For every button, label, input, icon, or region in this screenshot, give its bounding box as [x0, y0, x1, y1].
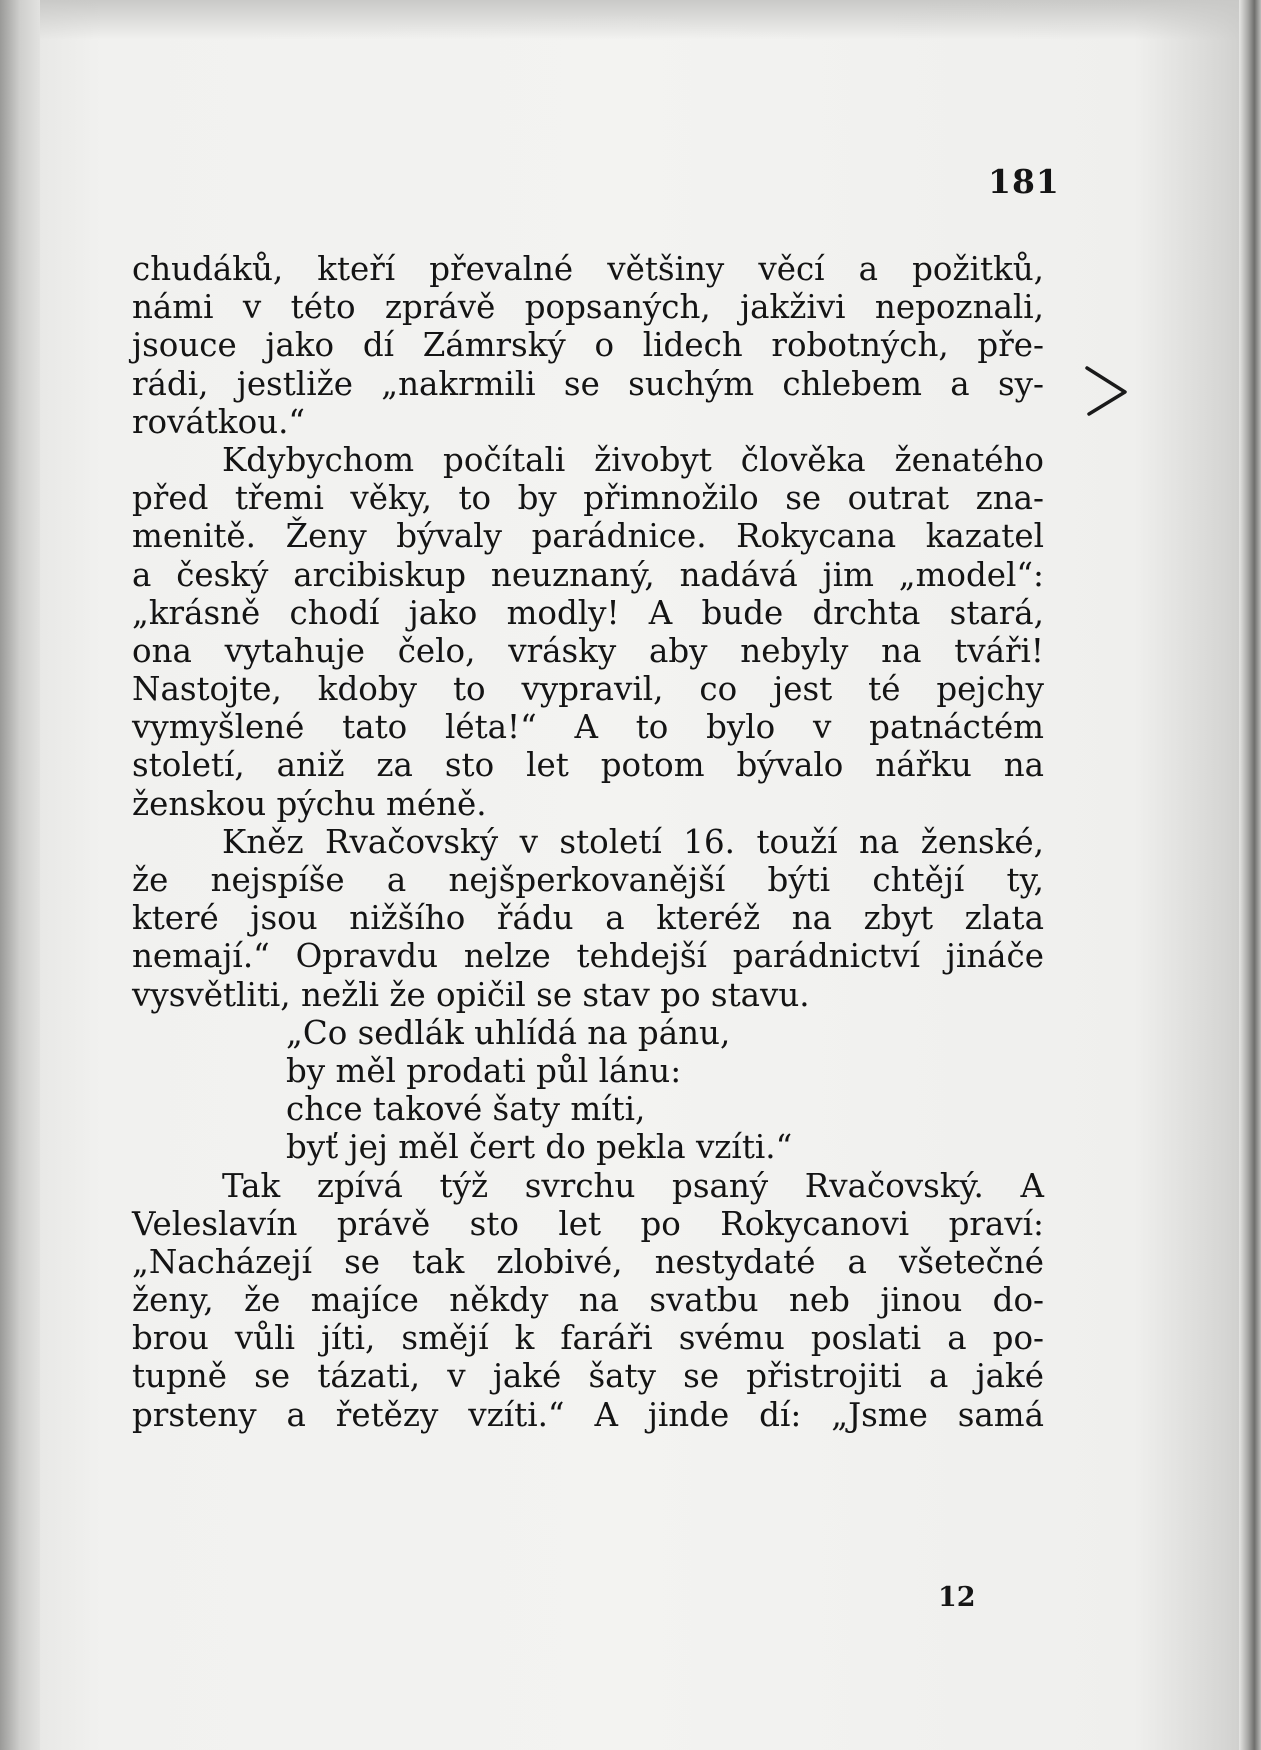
text-line: byť jej měl čert do pekla vzíti.“ — [286, 1128, 793, 1167]
text-line: rovátkou.“ — [132, 402, 306, 441]
text-line: před třemi věky, to by přimnožilo se outrat zna- — [132, 479, 1044, 518]
text-line: menitě. Ženy bývaly parádnice. Rokycana kazatel — [132, 517, 1044, 556]
text-line: jsouce jako dí Zámrský o lidech robotných, pře- — [132, 326, 1044, 365]
text-line: které jsou nižšího řádu a kteréž na zbyt zlata — [132, 899, 1044, 938]
text-line: chce takové šaty míti, — [286, 1090, 646, 1129]
text-line: Kněz Rvačovský v století 16. touží na ženské, — [222, 822, 1044, 861]
text-line: a český arcibiskup neuznaný, nadává jim „model“: — [132, 555, 1044, 594]
book-spine-shadow — [0, 0, 40, 1750]
text-line: ona vytahuje čelo, vrásky aby nebyly na tváři! — [132, 631, 1044, 670]
text-line: námi v této zprávě popsaných, jakživi nepoznali, — [132, 288, 1044, 327]
text-line: vymyšlené tato léta!“ A to bylo v patnáctém — [132, 708, 1044, 747]
text-line: Tak zpívá týž svrchu psaný Rvačovský. A — [222, 1166, 1044, 1205]
text-line: brou vůli jíti, smějí k faráři svému poslati a po- — [132, 1319, 1044, 1358]
body-text — [132, 250, 1044, 1434]
text-line: „Co sedlák uhlídá na pánu, — [286, 1013, 731, 1052]
text-line: rádi, jestliže „nakrmili se suchým chlebem a sy- — [132, 364, 1044, 403]
margin-arrow-mark — [1083, 362, 1133, 420]
top-edge-shadow — [40, 0, 1240, 40]
text-line: Kdybychom počítali živobyt člověka ženatého — [222, 440, 1044, 479]
text-line: Veleslavín právě sto let po Rokycanovi praví: — [132, 1204, 1044, 1243]
text-line: ženy, že majíce někdy na svatbu neb jinou do- — [132, 1281, 1044, 1320]
text-line: nemají.“ Opravdu nelze tehdejší parádnictví jináče — [132, 937, 1044, 976]
text-line: ženskou pýchu méně. — [132, 784, 487, 823]
text-line: prsteny a řetězy vzíti.“ A jinde dí: „Jsme samá — [132, 1395, 1044, 1434]
page-number: 181 — [988, 162, 1060, 201]
text-line: „Nacházejí se tak zlobivé, nestydaté a všetečné — [132, 1242, 1044, 1281]
text-line: chudáků, kteří převalné většiny věcí a požitků, — [132, 250, 1044, 288]
text-line: by měl prodati půl lánu: — [286, 1051, 682, 1090]
text-line: Nastojte, kdoby to vypravil, co jest té pejchy — [132, 670, 1044, 709]
text-line: vysvětliti, nežli že opičil se stav po stavu. — [132, 975, 810, 1014]
text-line: že nejspíše a nejšperkovanější býti chtějí ty, — [132, 861, 1044, 899]
text-line: „krásně chodí jako modly! A bude drchta stará, — [132, 593, 1044, 632]
text-line: tupně se tázati, v jaké šaty se přistrojiti a jaké — [132, 1357, 1044, 1396]
text-line: století, aniž za sto let potom bývalo nářku na — [132, 746, 1044, 785]
printer-signature-mark: 12 — [938, 1582, 976, 1613]
page-edge-right — [1239, 0, 1261, 1750]
